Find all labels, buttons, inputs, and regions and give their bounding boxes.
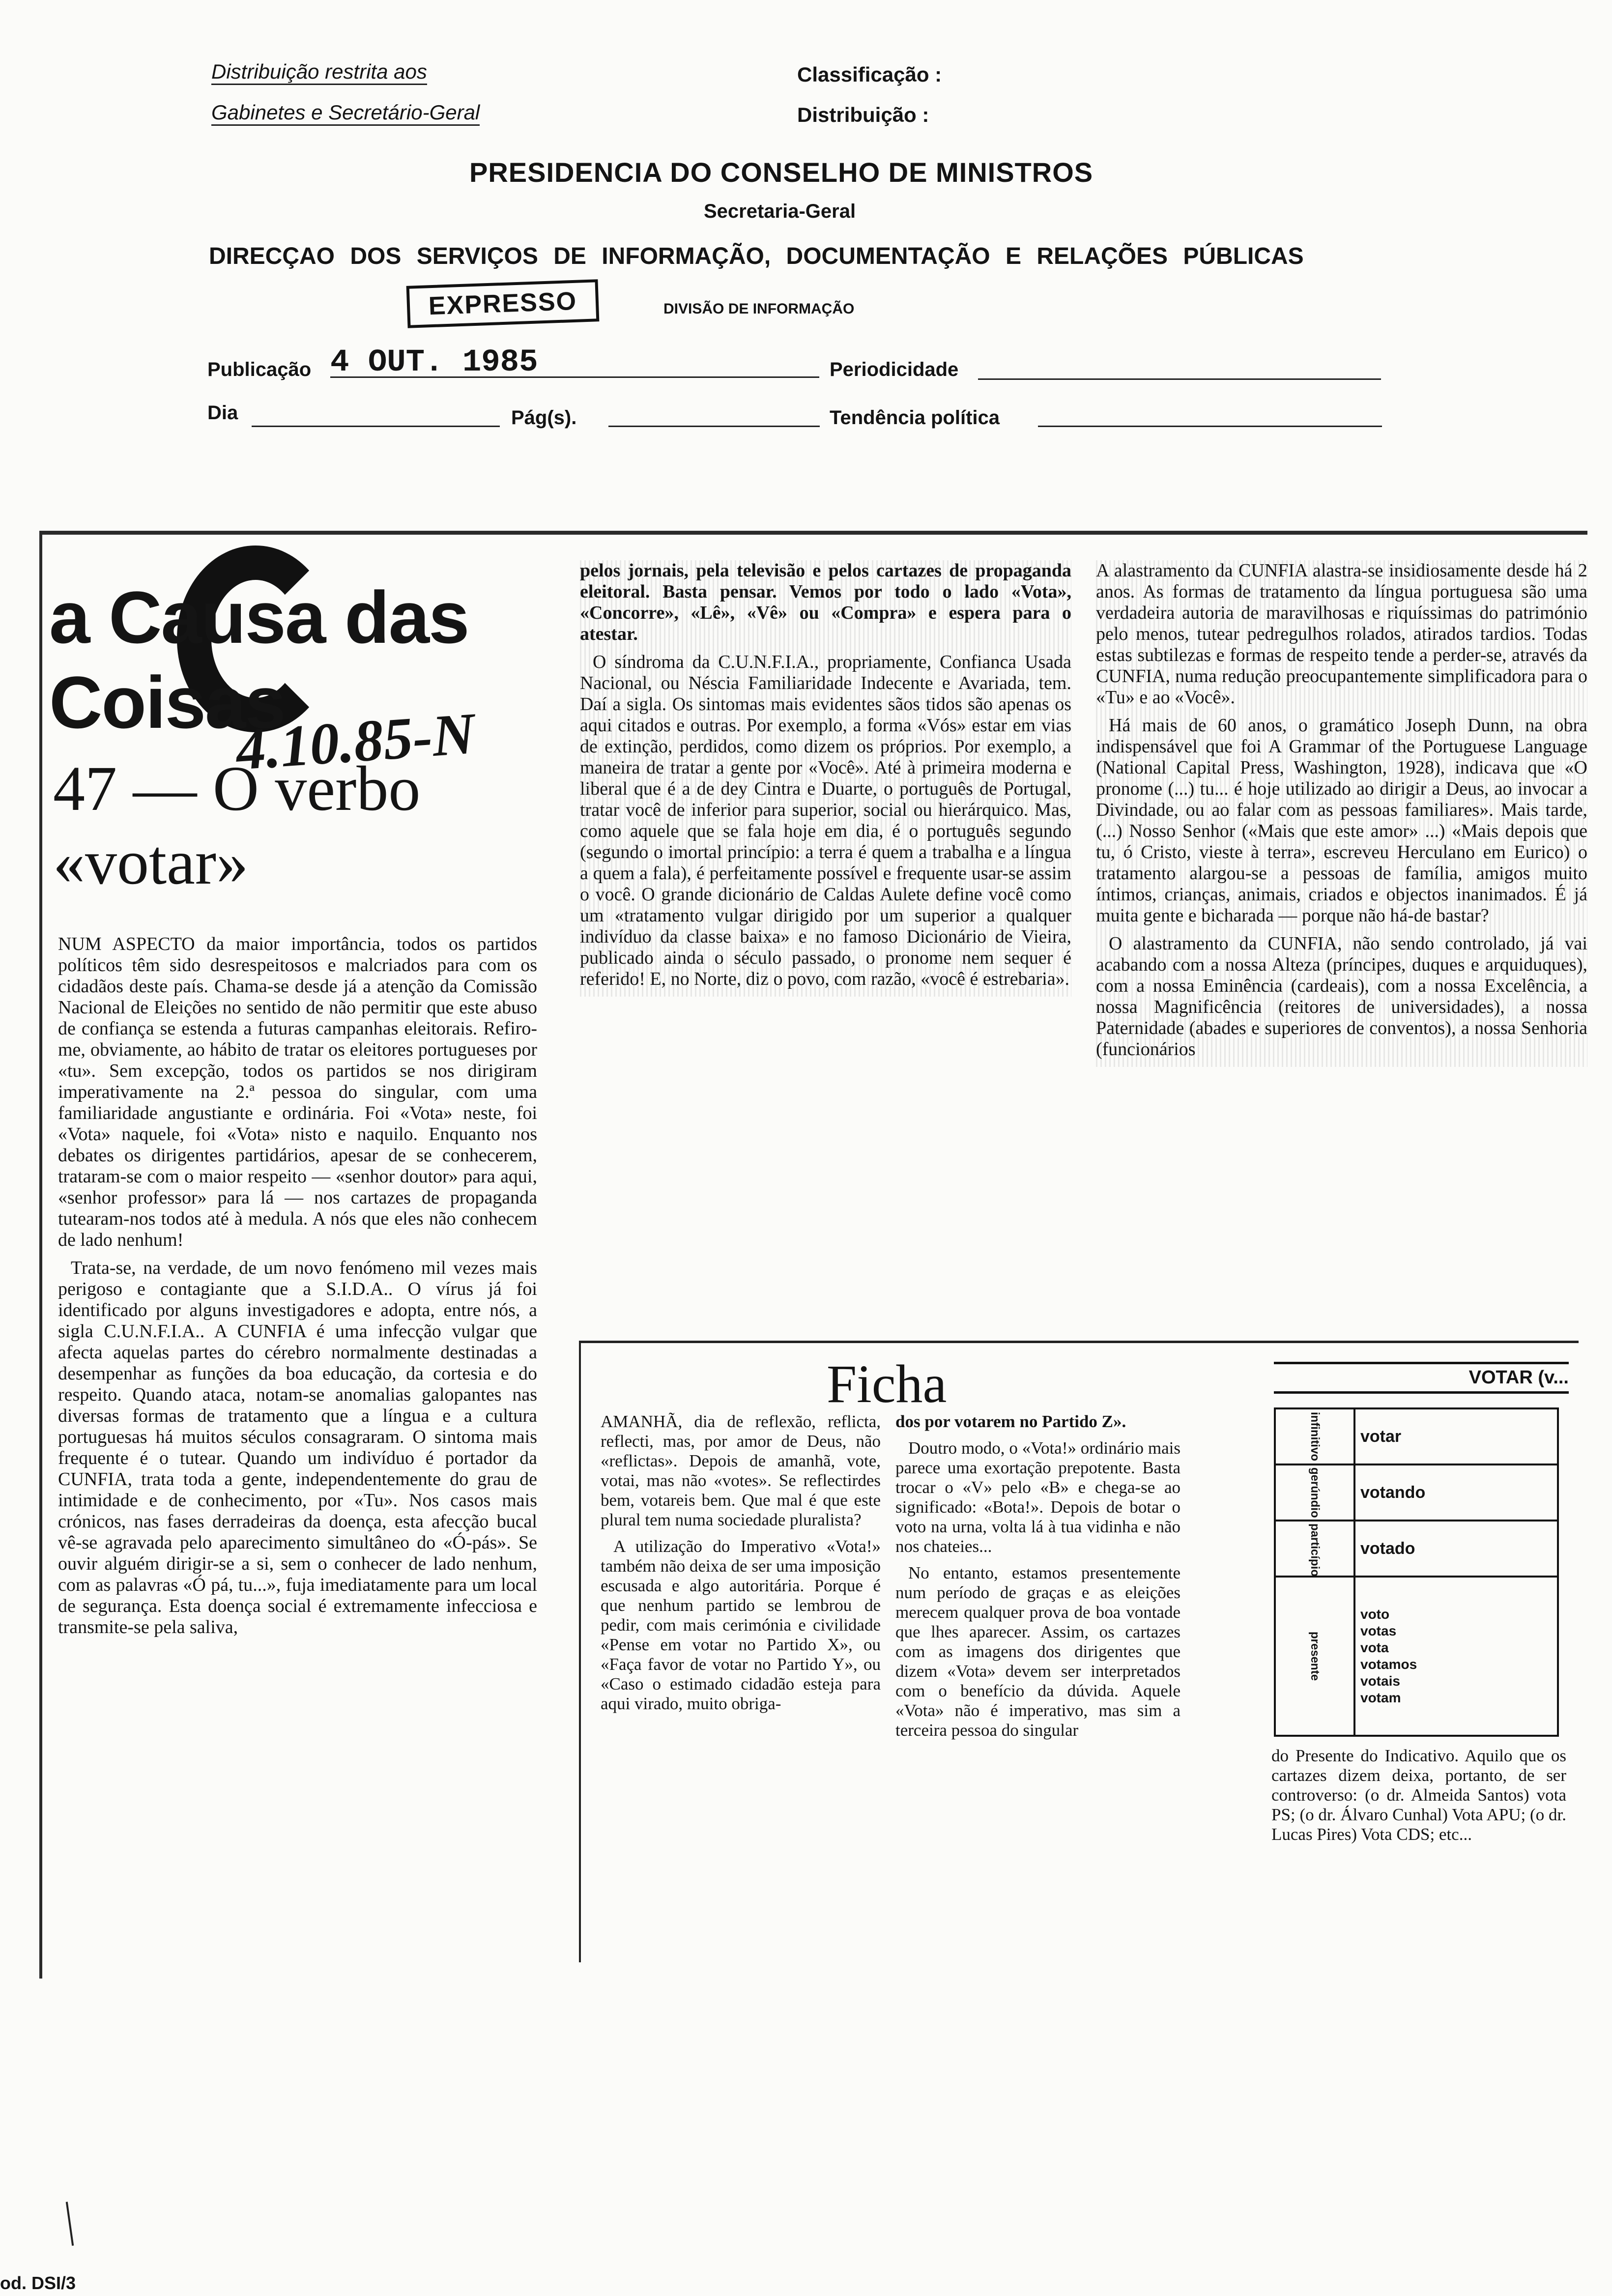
- present-form: votais: [1360, 1673, 1400, 1689]
- paragraph: Doutro modo, o «Vota!» ordinário mais parece uma exortação prepotente. Basta trocar o «V» pelo «B» e chega-se ao significado: «Bota!». Depois de botar o voto na urna, volta lá à tua vidinha e não nos chateies...: [895, 1438, 1180, 1556]
- article-column-3: [1096, 560, 1587, 1067]
- pags-field: [608, 426, 820, 427]
- paragraph: A alastramento da CUNFIA alastra-se insidiosamente desde há 2 anos. As formas de tratamento da língua portuguesa são uma verdadeira autoria de maravilhosas e riquíssimas do património pelo menos, tutear pedregulhos rolados, atirados tardios. Todas estas subtilezas e formas de respeito tende a perder-se, através da CUNFIA, numa redução preocupantemente simplificadora para o «Tu» e ao «Você».: [1096, 560, 1587, 708]
- form-cell: votando: [1354, 1464, 1558, 1521]
- verb-conjugation-panel: [1274, 1362, 1569, 1737]
- restricted-line-2: Gabinetes e Secretário-Geral: [211, 101, 480, 126]
- distribuicao-label: Distribuição :: [797, 103, 929, 126]
- publicacao-field: [330, 345, 819, 380]
- dia-field: [252, 426, 500, 427]
- present-forms-cell: [1354, 1577, 1558, 1736]
- verb-table-title: VOTAR (v...: [1274, 1362, 1569, 1394]
- periodicidade-field: [978, 378, 1381, 380]
- tense-cell: presente: [1275, 1577, 1354, 1736]
- form-cell: votado: [1354, 1521, 1558, 1577]
- presidencia-heading: PRESIDENCIA DO CONSELHO DE MINISTROS: [469, 157, 1094, 188]
- paragraph: Trata-se, na verdade, de um novo fenómeno mil vezes mais perigoso e contagiante que a S.I.D.A.. O vírus já foi identificado por alguns investigadores e adopta, entre nós, a sigla C.U.N.F.I.A.. A CUNFIA é uma infecção vulgar que afecta aquelas partes do cérebro normalmente destinadas a desempenhar as funções da boa educação, da cortesia e do respeito. Quando ataca, notam-se anomalias galopantes nas diversas formas de tratamento que a língua e a cultura portuguesas há muitos séculos consagraram. O sintoma mais frequente é o tutear. Quando um indivíduo é portador da CUNFIA, trata toda a gente, independentemente do grau de intimidade e de conhecimento, por «Tu». Nos casos mais crónicos, nas fases derradeiras da doença, esta afecção bucal vê-se agravada pelo aparecimento simultâneo do «Ó-pás». Se ouvir alguém dirigir-se a si, sem o conhecer de lado nenhum, com as palavras «Ó pá, tu...», fuja imediatamente para um local de segurança. Esta doença social é extremamente infecciosa e transmite-se pela saliva,: [58, 1258, 537, 1637]
- clipping-left-edge: [39, 534, 42, 1979]
- table-row: [1275, 1408, 1558, 1464]
- paragraph: Há mais de 60 anos, o gramático Joseph Dunn, na obra indispensável que foi A Grammar of the Portuguese Language (National Capital Press, Washington, 1928), indicava que «O pronome (...) tu... é hoje utilizado ao dirigir a Deus, ao invocar a Divindade, ou ao falar com as pessoas familiares». Mais tarde, (...) Nosso Senhor («Mais que este amor» ...) «Mais depois que tu, ó Cristo, vieste à terra», escreveu Herculano em Eurico) o tratamento alargou-se a pessoas de família, amigos muito íntimos, crianças, animais, criados e objectos inanimados. É já muita gente e bicharada — porque não há-de bastar?: [1096, 715, 1587, 926]
- article-column-2: [580, 560, 1071, 997]
- table-row: [1275, 1464, 1558, 1521]
- paragraph: A utilização do Imperativo «Vota!» também não deixa de ser uma imposição escusada e algo autoritária. Porque é que nenhum partido se lembrou de pedir, com mais cerimónia e civilidade «Pense em votar no Partido X», ou «Faça favor de votar no Partido Y», ou «Caso o estimado cidadão esteja para aqui virado, muito obriga-: [601, 1537, 881, 1713]
- classificacao-label: Classificação :: [797, 63, 942, 86]
- form-code: od. DSI/3: [0, 2273, 76, 2293]
- ficha-title: Ficha: [827, 1354, 947, 1414]
- mood-cell: infinitivo: [1275, 1408, 1354, 1464]
- publicacao-label: Publicação: [207, 359, 312, 380]
- paragraph: pelos jornais, pela televisão e pelos cartazes de propaganda eleitoral. Basta pensar. Vemos por todo o lado «Vota», «Concorre», «Lê», «Vê» ou «Compra» e espera para o atestar.: [580, 560, 1071, 644]
- section-title: a Causa das Coisas: [49, 576, 469, 744]
- ficha-column-2: [895, 1412, 1180, 1747]
- ficha-box: [579, 1341, 1579, 1962]
- paragraph: No entanto, estamos presentemente num período de graças e as eleições merecem qualquer prova de boa vontade que lhes aparecer. Assim, os cartazes com as imagens dos dirigentes que dizem «Vota» devem ser interpretados com o benefício da dúvida. Aquele «Vota» não é imperativo, mas sim a terceira pessoa do singular: [895, 1563, 1180, 1740]
- handwritten-date: 4.10.85-N: [233, 700, 477, 782]
- article-subtitle: «votar»: [53, 827, 249, 898]
- periodicidade-label: Periodicidade: [830, 359, 959, 380]
- paragraph: dos por votarem no Partido Z».: [895, 1412, 1126, 1431]
- article-column-1: [58, 934, 537, 1645]
- mood-cell: gerúndio: [1275, 1464, 1354, 1521]
- form-cell: votar: [1354, 1408, 1558, 1464]
- present-form: votamos: [1360, 1657, 1417, 1672]
- paragraph: do Presente do Indicativo. Aquilo que os cartazes dizem deixa, portanto, de ser controverso: (o dr. Almeida Santos) vota PS; (o dr. Álvaro Cunhal) Vota APU; (o dr. Lucas Pires) Vota CDS; etc...: [1271, 1746, 1566, 1844]
- publicacao-date-stamp: 4 OUT. 1985: [330, 345, 538, 380]
- table-row: [1275, 1577, 1558, 1736]
- expresso-stamp: EXPRESSO: [406, 279, 600, 328]
- paragraph: AMANHÃ, dia de reflexão, reflicta, reflecti, mas, por amor de Deus, não «reflictas». Depois de amanhã, vote, votai, mas não «votes». Se reflectirdes bem, votareis bem. Que mal é que este plural tem numa sociedade pluralista?: [601, 1412, 881, 1529]
- restricted-line-1: Distribuição restrita aos: [211, 60, 427, 85]
- secretaria-heading: Secretaria-Geral: [704, 201, 856, 222]
- tendencia-field: [1038, 426, 1382, 427]
- present-form: votam: [1360, 1690, 1401, 1705]
- article-number-title: 47 — O verbo: [53, 753, 421, 824]
- mood-cell: particípio: [1275, 1521, 1354, 1577]
- present-form: vota: [1360, 1640, 1389, 1655]
- present-form: votas: [1360, 1623, 1397, 1638]
- present-form: voto: [1360, 1607, 1390, 1622]
- paragraph: O alastramento da CUNFIA, não sendo controlado, já vai acabando com a nossa Alteza (príncipes, duques e arquiduques), com a nossa Eminência (cardeais), com a nossa Excelência, a nossa Magnificência (reitores de universidades), a nossa Paternidade (abades e superiores de conventos), a nossa Senhoria (funcionários: [1096, 933, 1587, 1060]
- paragraph: NUM ASPECTO da maior importância, todos os partidos políticos têm sido desrespeitosos e malcriados para com os cidadãos deste país. Chama-se desde já a atenção da Comissão Nacional de Eleições no sentido de não permitir que este abuso de confiança se estenda a futuras campanhas eleitorais. Refiro-me, obviamente, ao hábito de tratar os eleitores portugueses por «tu». Sem excepção, todos os partidos se nos dirigiram imperativamente na 2.ª pessoa do singular, com uma familiaridade angustiante e ordinária. Foi «Vota» neste, foi «Vota» naquele, foi «Vota» nisto e naquilo. Enquanto nos debates os dirigentes partidários, apesar de se conhecerem, trataram-se com o maior respeito — «senhor doutor» para aqui, «senhor professor» para lá — nos cartazes de propaganda tutearam-nos todos até à medula. A nós que eles não conhecem de lado nenhum!: [58, 934, 537, 1250]
- ficha-column-1: [601, 1412, 881, 1721]
- clipping-top-edge: [39, 531, 1587, 535]
- ficha-column-3: [1271, 1746, 1566, 1851]
- pags-label: Pág(s).: [511, 407, 577, 429]
- direccao-heading: DIRECÇAO DOS SERVIÇOS DE INFORMAÇÃO, DOCUMENTAÇÃO E RELAÇÕES PÚBLICAS: [209, 243, 1304, 269]
- table-row: [1275, 1521, 1558, 1577]
- divisao-label: DIVISÃO DE INFORMAÇÃO: [663, 301, 855, 317]
- dia-label: Dia: [207, 402, 238, 424]
- verb-table: [1274, 1407, 1559, 1737]
- tendencia-label: Tendência política: [830, 407, 1000, 429]
- paragraph: O síndroma da C.U.N.F.I.A., propriamente, Confianca Usada Nacional, ou Néscia Familiaridade Indecente e Avariada, tem. Daí a sigla. Os sintomas mais evidentes sãos tidos são apenas os aqui citados e outras. Por exemplo, a forma «Vós» estar em vias de extinção, perdidos, como dizem os próprios. Por exemplo, a maneira de tratar a gente por «Você». Até à primeira moderna e liberal que é a de dey Cintra e Duarte, o português de Portugal, tratar você de inferior para superior, social ou hierárquico. Mas, como aquele que se fala hoje em dia, é o português segundo (segundo o imortal princípio: a terra é quem a trabalha e a língua a quem a fala), é perfeitamente possível e frequente usar-se assim o você. O grande dicionário de Caldas Aulete define você como um «tratamento vulgar dirigido por um superior a qualquer indivíduo da classe baixa» e no famoso Dicionário de Vieira, publicado ainda o século passado, o pronome nem sequer é referido! E, no Norte, diz o povo, com razão, «você é estrebaria».: [580, 652, 1071, 989]
- scan-mark: [66, 2202, 74, 2246]
